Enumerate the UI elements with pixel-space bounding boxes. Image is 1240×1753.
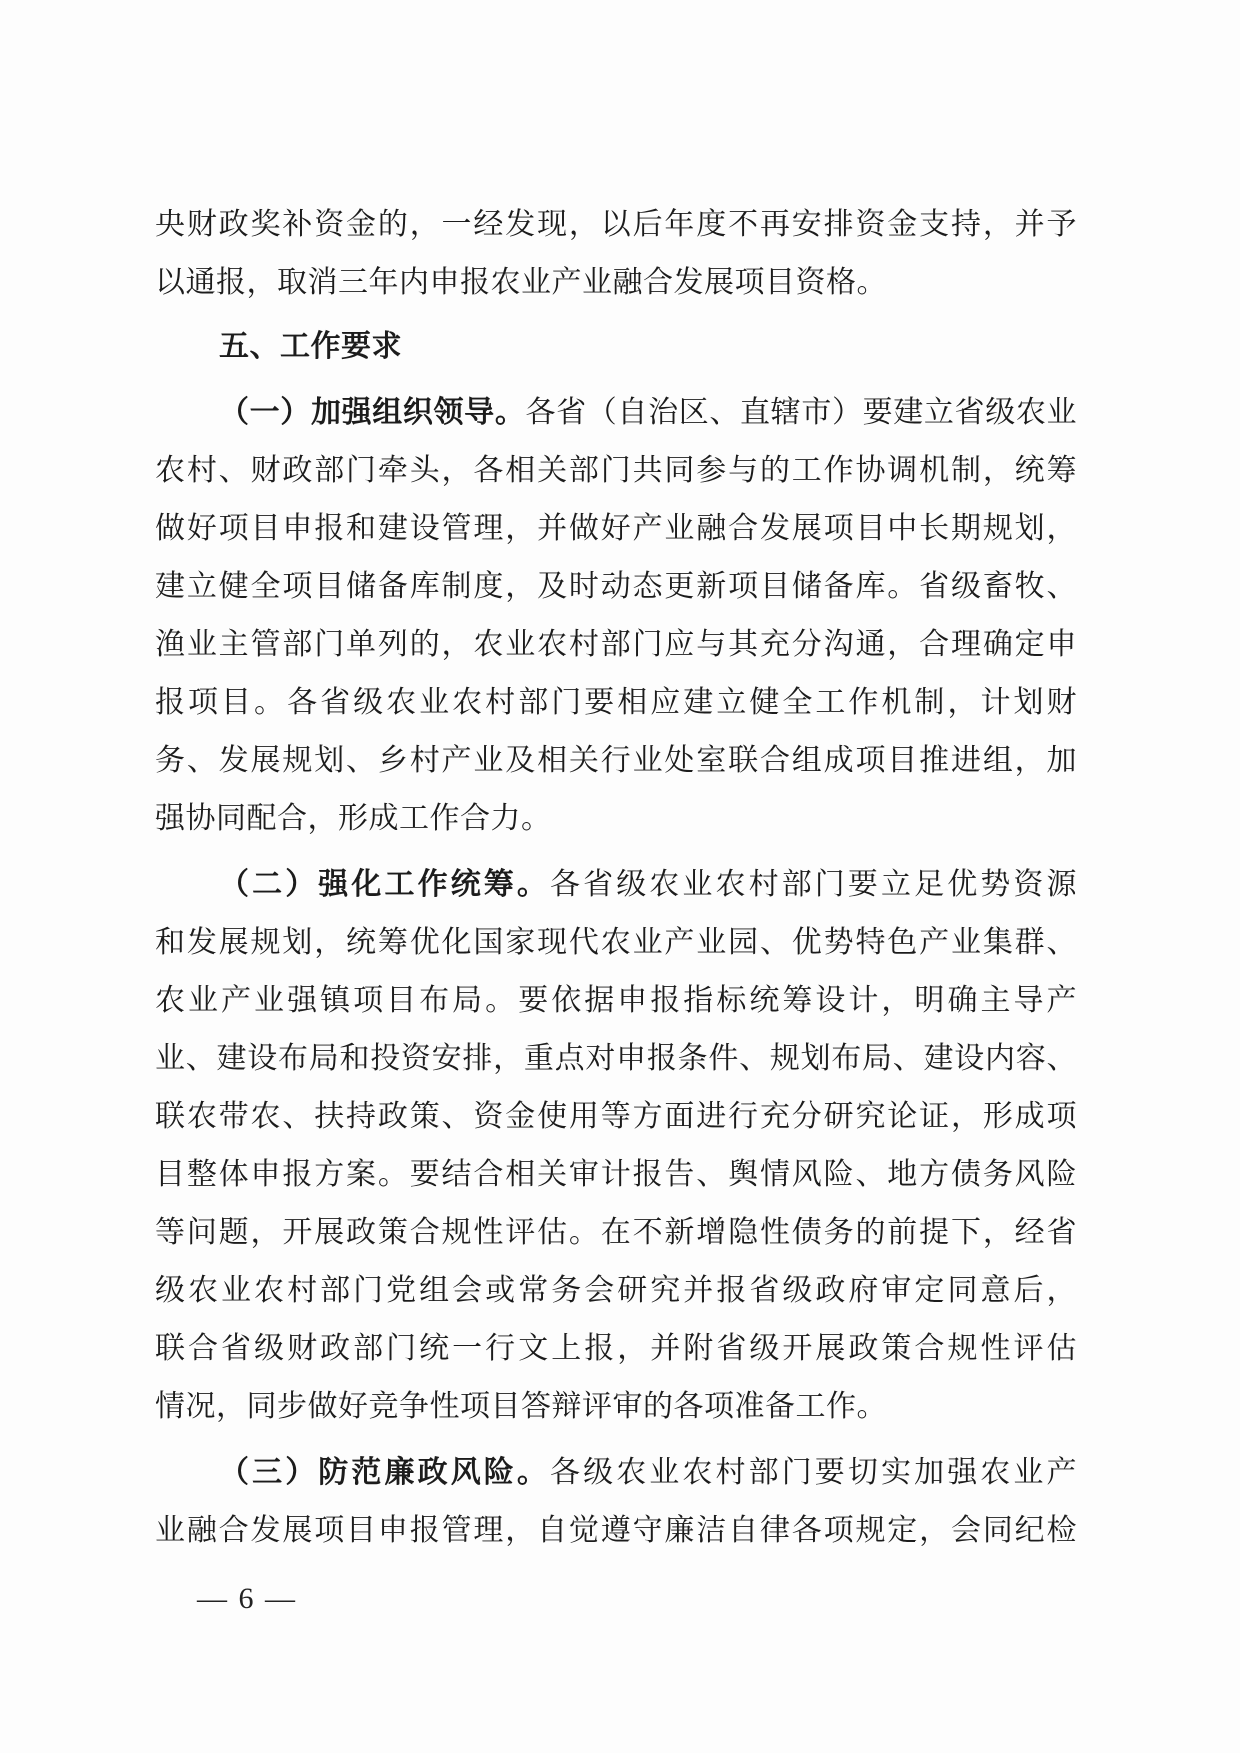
text-line: 联农带农、扶持政策、资金使用等方面进行充分研究论证，形成项 (155, 1100, 1077, 1133)
text-line: 央财政奖补资金的，一经发现，以后年度不再安排资金支持，并予 (155, 208, 1077, 241)
page-footer (197, 1570, 297, 1628)
text-line: 强协同配合，形成工作合力。 (155, 802, 552, 835)
text-line: 做好项目申报和建设管理，并做好产业融合发展项目中长期规划， (155, 512, 1077, 545)
section-heading: 五、工作要求 (219, 330, 402, 363)
document-body (155, 196, 1077, 1560)
paragraph-lead-label: （一）加强组织领导。 (219, 396, 526, 429)
paragraph-lead-label: （三）防范廉政风险。 (219, 1456, 550, 1489)
text-line: 业融合发展项目申报管理，自觉遵守廉洁自律各项规定，会同纪检 (155, 1514, 1077, 1547)
text-line: 联合省级财政部门统一行文上报，并附省级开展政策合规性评估 (155, 1332, 1077, 1365)
text-line: 目整体申报方案。要结合相关审计报告、舆情风险、地方债务风险 (155, 1158, 1077, 1191)
text-line: 和发展规划，统筹优化国家现代农业产业园、优势特色产业集群、 (155, 926, 1077, 959)
text-line: 等问题，开展政策合规性评估。在不新增隐性债务的前提下，经省 (155, 1216, 1077, 1249)
paragraph-lead-line (155, 384, 1077, 442)
text-line: 业、建设布局和投资安排，重点对申报条件、规划布局、建设内容、 (155, 1042, 1077, 1075)
paragraph-lead-label: （二）强化工作统筹。 (219, 868, 550, 901)
paragraph-lead-line (155, 856, 1077, 914)
text-line: 级农业农村部门党组会或常务会研究并报省级政府审定同意后， (155, 1274, 1077, 1307)
text-line: 情况，同步做好竞争性项目答辩评审的各项准备工作。 (155, 1390, 887, 1423)
text-line: 报项目。各省级农业农村部门要相应建立健全工作机制，计划财 (155, 686, 1077, 719)
text-line: 以通报，取消三年内申报农业产业融合发展项目资格。 (155, 266, 887, 299)
paragraph-lead-rest: 各省级农业农村部门要立足优势资源 (550, 868, 1077, 901)
text-line: 农业产业强镇项目布局。要依据申报指标统筹设计，明确主导产 (155, 984, 1077, 1017)
text-line: 农村、财政部门牵头，各相关部门共同参与的工作协调机制，统筹 (155, 454, 1077, 487)
paragraph-lead-rest: 各级农业农村部门要切实加强农业产 (550, 1456, 1077, 1489)
paragraph-lead-rest: 各省（自治区、直辖市）要建立省级农业 (525, 396, 1077, 429)
paragraph-lead-line (155, 1444, 1077, 1502)
text-line: 务、发展规划、乡村产业及相关行业处室联合组成项目推进组，加 (155, 744, 1077, 777)
page-number: — 6 — (197, 1582, 297, 1615)
text-line: 建立健全项目储备库制度，及时动态更新项目储备库。省级畜牧、 (155, 570, 1077, 603)
text-line: 渔业主管部门单列的，农业农村部门应与其充分沟通，合理确定申 (155, 628, 1077, 661)
